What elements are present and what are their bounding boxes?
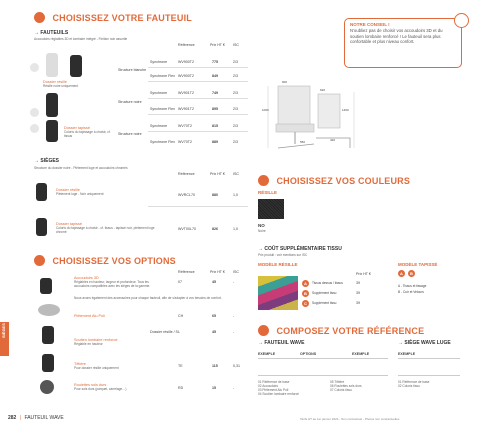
legend-item: 02 Coloris tissu (398, 384, 420, 388)
row-ref: WV901T2 (178, 107, 194, 111)
row-ref: WV70T2 (178, 124, 192, 128)
row-isc: 2/3 (233, 107, 238, 111)
option-price: 115 (212, 364, 218, 368)
col-price: Prix HT € (210, 43, 225, 47)
option-desc: Réglable en hauteur (74, 342, 103, 346)
fabric-right-label: A - Tissus et tissage (398, 284, 427, 288)
seat-title: Dossier résille (56, 188, 80, 192)
option-isc: 0,31 (233, 364, 240, 368)
footer-legal: Tarifs HT au 1er janvier 2024 - Non contractuel - Photos non contractuelles (300, 417, 400, 421)
option-price: 45 (212, 280, 216, 284)
option-ref: Dossier résille / SL (150, 330, 180, 334)
col-isc: ISC (233, 172, 239, 176)
option-price: 15 (212, 386, 216, 390)
option-desc: Pour sols durs (parquet, carrelage…) (74, 387, 127, 391)
fabric-row-price: 39 (356, 291, 360, 295)
dim: 550 (300, 140, 306, 144)
row-label: Synchrone Flex (150, 74, 175, 78)
row-ref: WV900T2 (178, 60, 194, 64)
col-isc: ISC (233, 270, 239, 274)
footer-title: FAUTEUIL WAVE (24, 415, 64, 421)
fabric-badge-b: B (302, 290, 309, 297)
checkmark-icon (34, 12, 45, 23)
group-label: Structure noire (118, 132, 142, 136)
palette-icon (258, 175, 269, 186)
row-price: 849 (212, 74, 218, 78)
chair-bullet (30, 124, 39, 133)
fabric-row-price: 39 (356, 281, 360, 285)
seat-ref: WVRCL70 (178, 193, 195, 197)
row-isc: 2/3 (233, 124, 238, 128)
option-ref: TE (178, 364, 183, 368)
fabric-row-price: 39 (356, 301, 360, 305)
seat-image-tapisse (36, 218, 47, 236)
ref-options-label: OPTIONS (300, 352, 317, 356)
fabric-badge-a: A (302, 280, 309, 287)
option-title: Piètement Alu Poli (74, 314, 105, 318)
option-isc: - (233, 330, 235, 334)
ref-fauteuil: → FAUTEUIL WAVE (258, 340, 305, 346)
fabric-row-label: Tissus dessus / tissus (312, 281, 343, 285)
option-title: Roulettes sols durs (74, 383, 107, 387)
fauteuils-desc: Accoudoirs réglables 3D et lombaire intégré - Finition noir assortie (34, 37, 128, 41)
section-heading: COMPOSEZ VOTRE RÉFÉRENCE (276, 325, 425, 336)
row-isc: 2/3 (233, 74, 238, 78)
seat-title: Dossier tapissé (56, 222, 82, 226)
dim: 1400 (342, 108, 349, 112)
advice-title: NOTRE CONSEIL ! (350, 22, 390, 27)
sieges-desc: Structure du dossier noire - Piètement luge et accoudoirs chromés (34, 166, 128, 170)
item-title: Dossier tapissé (64, 126, 90, 130)
section-heading: CHOISISSEZ VOS OPTIONS (52, 255, 176, 266)
item-desc: Coloris du tapissage à choisir, cf. tissus (64, 130, 111, 138)
section-chair-title (34, 9, 192, 27)
row-label: Synchrone Flex (150, 107, 175, 111)
dim: 620 (320, 88, 326, 92)
fabric-head: Prix HT € (356, 272, 371, 276)
legend-item: 04 Soutien lombaire renforcé (258, 392, 299, 396)
seat-desc: Piètement luge - Noir uniquement (56, 192, 104, 196)
advice-text: N'oubliez pas de choisir vos accoudoirs 3D et du soutien lombaire renforcé ! Le fauteuil sera plus confortable et plus niveau confort. (350, 28, 443, 45)
chair-bullet (30, 108, 39, 117)
fabric-row-label: Supplément tissu (312, 291, 337, 295)
option-image-roulettes (40, 380, 54, 394)
fabric-badge-right-b: B (408, 270, 415, 277)
col-price: Prix HT € (210, 270, 225, 274)
seat-price: 880 (212, 193, 218, 197)
pencil-icon (258, 325, 269, 336)
fabric-col1: MODÈLE RÉSILLE (258, 262, 298, 267)
chair-image-black (70, 55, 82, 77)
legend-item: 01 Référence de base (258, 380, 290, 384)
fabric-col2: MODÈLE TAPISSÉ (398, 262, 438, 267)
row-divider (148, 98, 248, 99)
resille-label: RÉSILLE (258, 190, 278, 195)
ref-code-row-right (398, 358, 460, 376)
row-ref: WV901T2 (178, 91, 194, 95)
row-price: 749 (212, 91, 218, 95)
option-price: 45 (212, 330, 216, 334)
section-options-title (34, 252, 176, 270)
legend-item: 07 Coloris tissu (330, 388, 352, 392)
row-ref: WV900T2 (178, 74, 194, 78)
section-colors-title (258, 172, 410, 190)
chair-bullet (30, 63, 39, 72)
section-heading: CHOISISSEZ VOS COULEURS (276, 175, 411, 186)
section-heading: CHOISISSEZ VOTRE FAUTEUIL (52, 12, 192, 23)
col-price: Prix HT € (210, 172, 225, 176)
section-ref-title (258, 322, 424, 340)
col-ref: Référence (178, 270, 195, 274)
swatch-noir[interactable] (258, 199, 284, 219)
item-title: Dossier résille (43, 80, 67, 84)
row-label: Synchrone (150, 91, 168, 95)
row-divider (148, 67, 248, 68)
subsection-fauteuils: → FAUTEUILS (34, 30, 69, 36)
fabric-right-label: B - Cuir et Velours (398, 290, 424, 294)
subsection-sieges: → SIÈGES (34, 158, 60, 164)
legend-item: 05 Têtière (330, 380, 345, 384)
row-label: Synchrone (150, 124, 168, 128)
ref-example-label: EXEMPLE (258, 352, 276, 356)
accessory-text: Nous avons également des accessoires pour chaque fauteuil, afin de s'adapter à vos besoins de confort. (74, 296, 222, 300)
item-desc: Résille noire uniquement (43, 84, 79, 88)
dim: 600 (282, 80, 288, 84)
row-price: 889 (212, 140, 218, 144)
option-desc: Réglables en hauteur, largeur et profondeur. Tous les accoudoirs compatibles avec les sièges de la gamme. (74, 280, 151, 288)
legend-item: 02 Accoudoirs (258, 384, 279, 388)
chair-image-tapisse (46, 120, 58, 142)
row-isc: 2/3 (233, 60, 238, 64)
swatch-code: NO (258, 223, 265, 228)
advice-box (344, 18, 462, 68)
option-image-tetiere (42, 354, 54, 372)
row-divider (148, 206, 248, 207)
row-price: 895 (212, 107, 218, 111)
row-label: Synchrone Flex (150, 140, 175, 144)
seat-isc: 1,0 (233, 193, 238, 197)
ref-siege: → SIÈGE WAVE LUGE (398, 340, 451, 346)
ref-example-label: EXEMPLE (352, 352, 370, 356)
chair-image-black-resille (46, 93, 58, 117)
footer: 282 | FAUTEUIL WAVE (8, 415, 64, 421)
option-desc: Pour dossier résille uniquement (74, 366, 119, 370)
group-label: Structure blanche (118, 68, 147, 72)
option-ref: CH (178, 314, 184, 318)
fabric-badge-c: C (302, 300, 309, 307)
fabric-badge-right-a: A (398, 270, 405, 277)
legend-item: 01 Référence de base (398, 380, 430, 384)
seat-isc: 1,0 (233, 227, 238, 231)
ref-code-row (258, 358, 388, 376)
row-label: Synchrone (150, 60, 168, 64)
side-tab-sieges[interactable] (0, 322, 9, 356)
seat-ref: WVT00L70 (178, 227, 196, 231)
swatch-desc: Noire (258, 229, 266, 233)
option-image-lombaire (42, 326, 54, 344)
fabric-row-label: Supplément tissu (312, 301, 337, 305)
option-image-accoudoirs (40, 278, 52, 294)
ref-example-label: EXEMPLE (398, 352, 416, 356)
legend-item: 06 Roulettes sols durs (330, 384, 362, 388)
row-divider (148, 114, 248, 115)
legend-item: 03 Piètement Alu Poli (258, 388, 289, 392)
col-isc: ISC (233, 43, 239, 47)
fabric-title: → COÛT SUPPLÉMENTAIRE TISSU (258, 246, 342, 252)
chair-image-white-resille (46, 53, 58, 77)
option-isc: - (233, 314, 235, 318)
seat-image-resille (36, 183, 47, 201)
dim: 420 (330, 138, 336, 142)
seat-price: 826 (212, 227, 218, 231)
option-image-pietement (38, 304, 60, 316)
row-isc: 2/3 (233, 140, 238, 144)
chair-dimension-drawing (258, 72, 358, 160)
fabric-swatches (258, 276, 298, 310)
plus-icon (34, 255, 45, 266)
option-price: 65 (212, 314, 216, 318)
row-ref: WV70T2 (178, 140, 192, 144)
page-number: 282 (8, 415, 17, 421)
option-ref: RD (178, 386, 184, 390)
col-ref: Référence (178, 43, 195, 47)
option-ref: 07 (178, 280, 182, 284)
seat-desc: Coloris du tapissage à choisir - cf. tissus - tapissé noir, piètement luge chromé (56, 226, 155, 234)
advice-icon (454, 13, 469, 28)
row-price: 815 (212, 124, 218, 128)
option-title: Soutien lombaire renforcé (74, 338, 118, 342)
option-title: Têtière (74, 362, 86, 366)
side-tab-label: SIÈGES (1, 323, 6, 338)
row-divider (148, 81, 248, 82)
dim: 1000 (262, 108, 269, 112)
option-isc: - (233, 386, 235, 390)
option-isc: - (233, 280, 235, 284)
row-price: 775 (212, 60, 218, 64)
row-isc: 2/3 (233, 91, 238, 95)
fabric-desc: Prix produit : voir mentions sur ISC (258, 253, 308, 257)
group-label: Structure noire (118, 100, 142, 104)
option-title: Accoudoirs 3D (74, 276, 99, 280)
col-ref: Référence (178, 172, 195, 176)
row-divider (148, 131, 248, 132)
